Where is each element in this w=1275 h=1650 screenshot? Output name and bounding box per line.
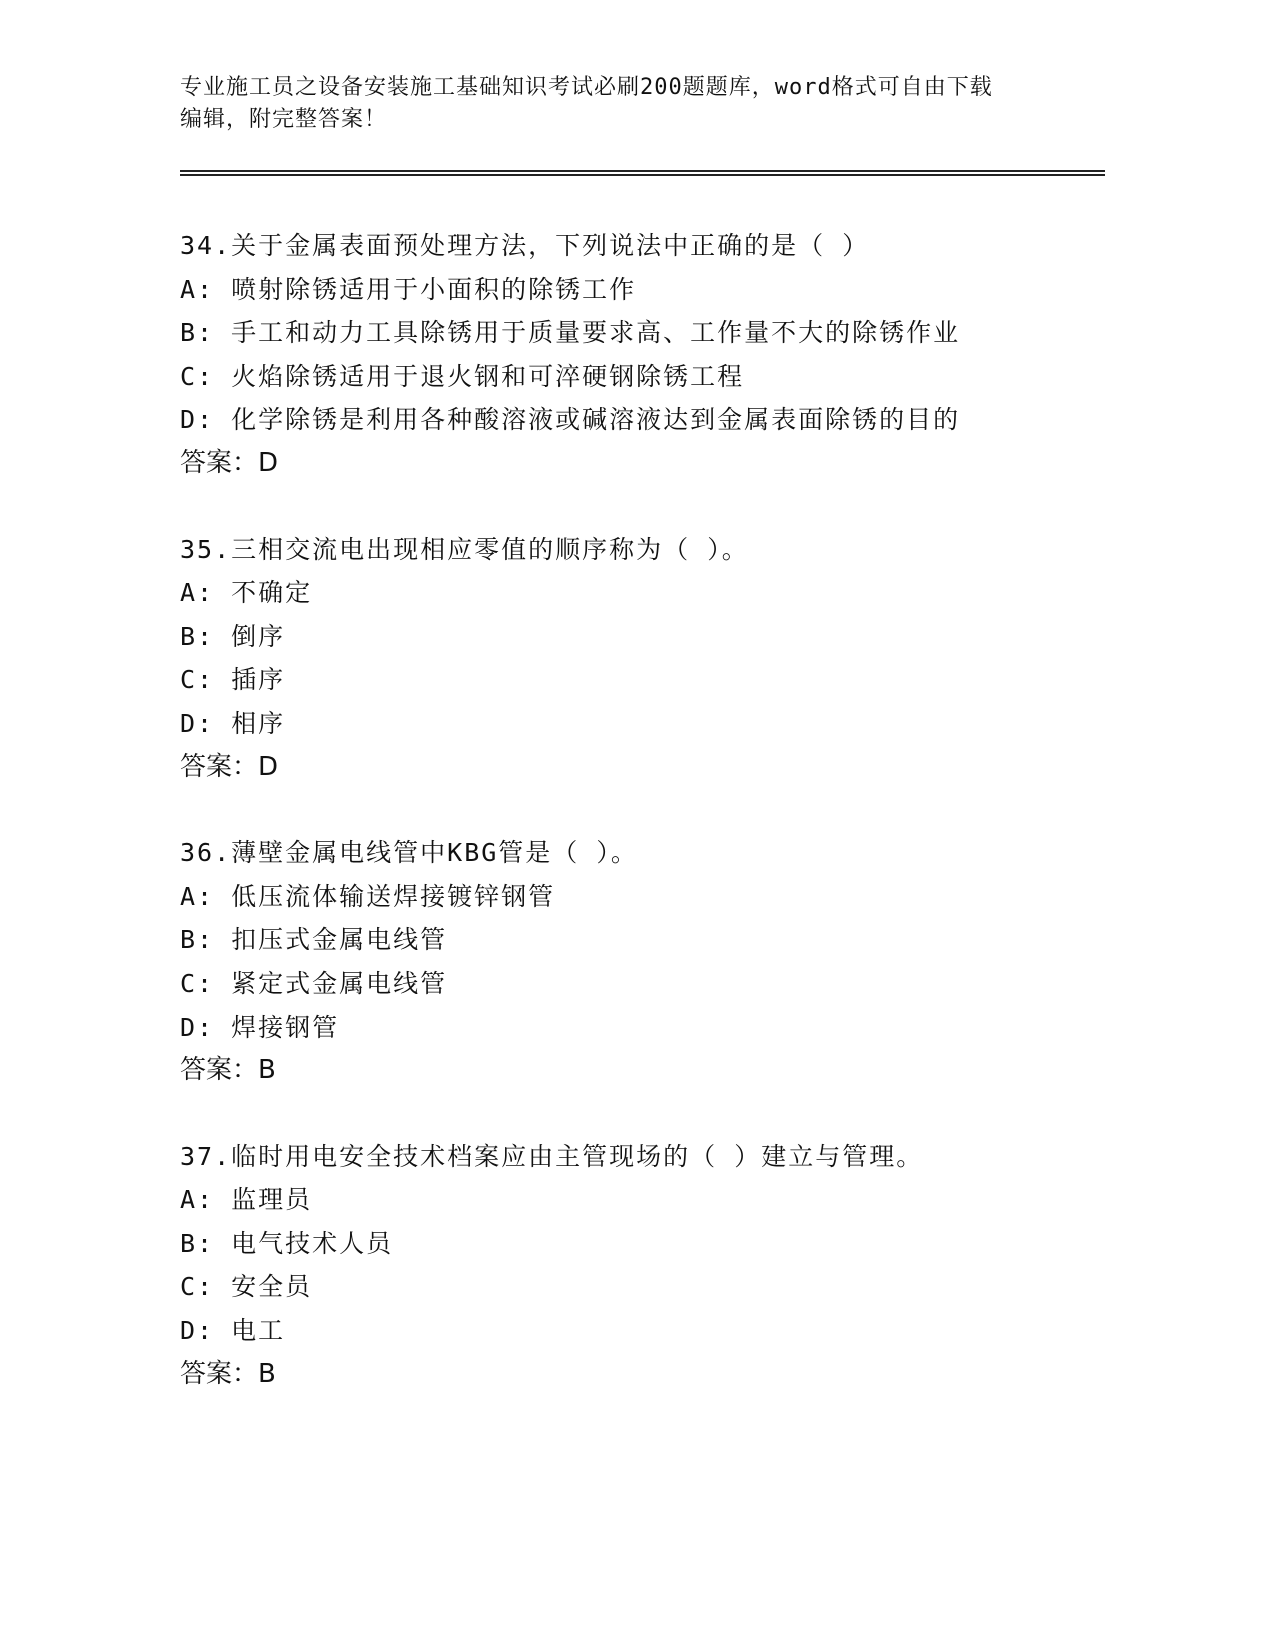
question-37 <box>180 1135 1080 1397</box>
option-c: C: 紧定式金属电线管 <box>180 968 448 998</box>
question-36 <box>180 831 1080 1093</box>
option-b: B: 电气技术人员 <box>180 1228 394 1258</box>
option-a: A: 低压流体输送焊接镀锌钢管 <box>180 881 556 911</box>
option-d: D: 焊接钢管 <box>180 1012 340 1042</box>
option-c: C: 插序 <box>180 665 286 695</box>
question-stem: 36.薄壁金属电线管中KBG管是（ ）。 <box>180 838 638 868</box>
answer-line: 答案：D <box>180 447 279 478</box>
header-divider-bottom <box>180 174 1105 176</box>
option-b: B: 倒序 <box>180 621 286 651</box>
answer-line: 答案：D <box>180 751 279 782</box>
question-35 <box>180 528 1080 790</box>
option-b: B: 手工和动力工具除锈用于质量要求高、工作量不大的除锈作业 <box>180 318 961 348</box>
question-stem: 35.三相交流电出现相应零值的顺序称为（ ）。 <box>180 534 749 564</box>
option-c: C: 安全员 <box>180 1272 313 1302</box>
option-c: C: 火焰除锈适用于退火钢和可淬硬钢除锈工程 <box>180 361 745 391</box>
answer-line: 答案：B <box>180 1358 276 1389</box>
question-stem: 37.临时用电安全技术档案应由主管现场的（ ）建立与管理。 <box>180 1141 924 1171</box>
header-divider-top <box>180 170 1105 172</box>
option-a: A: 不确定 <box>180 578 313 608</box>
document-header <box>180 72 1060 136</box>
option-b: B: 扣压式金属电线管 <box>180 925 448 955</box>
option-d: D: 化学除锈是利用各种酸溶液或碱溶液达到金属表面除锈的目的 <box>180 405 961 435</box>
header-line-2: 编辑，附完整答案！ <box>180 107 388 132</box>
option-a: A: 监理员 <box>180 1185 313 1215</box>
option-d: D: 电工 <box>180 1316 286 1346</box>
option-d: D: 相序 <box>180 708 286 738</box>
option-a: A: 喷射除锈适用于小面积的除锈工作 <box>180 274 637 304</box>
question-stem: 34.关于金属表面预处理方法，下列说法中正确的是（ ） <box>180 231 870 260</box>
answer-line: 答案：B <box>180 1055 276 1086</box>
question-list <box>180 224 1080 1438</box>
question-34 <box>180 224 1080 486</box>
header-line-1: 专业施工员之设备安装施工基础知识考试必刷200题题库，word格式可自由下载 <box>180 75 993 100</box>
